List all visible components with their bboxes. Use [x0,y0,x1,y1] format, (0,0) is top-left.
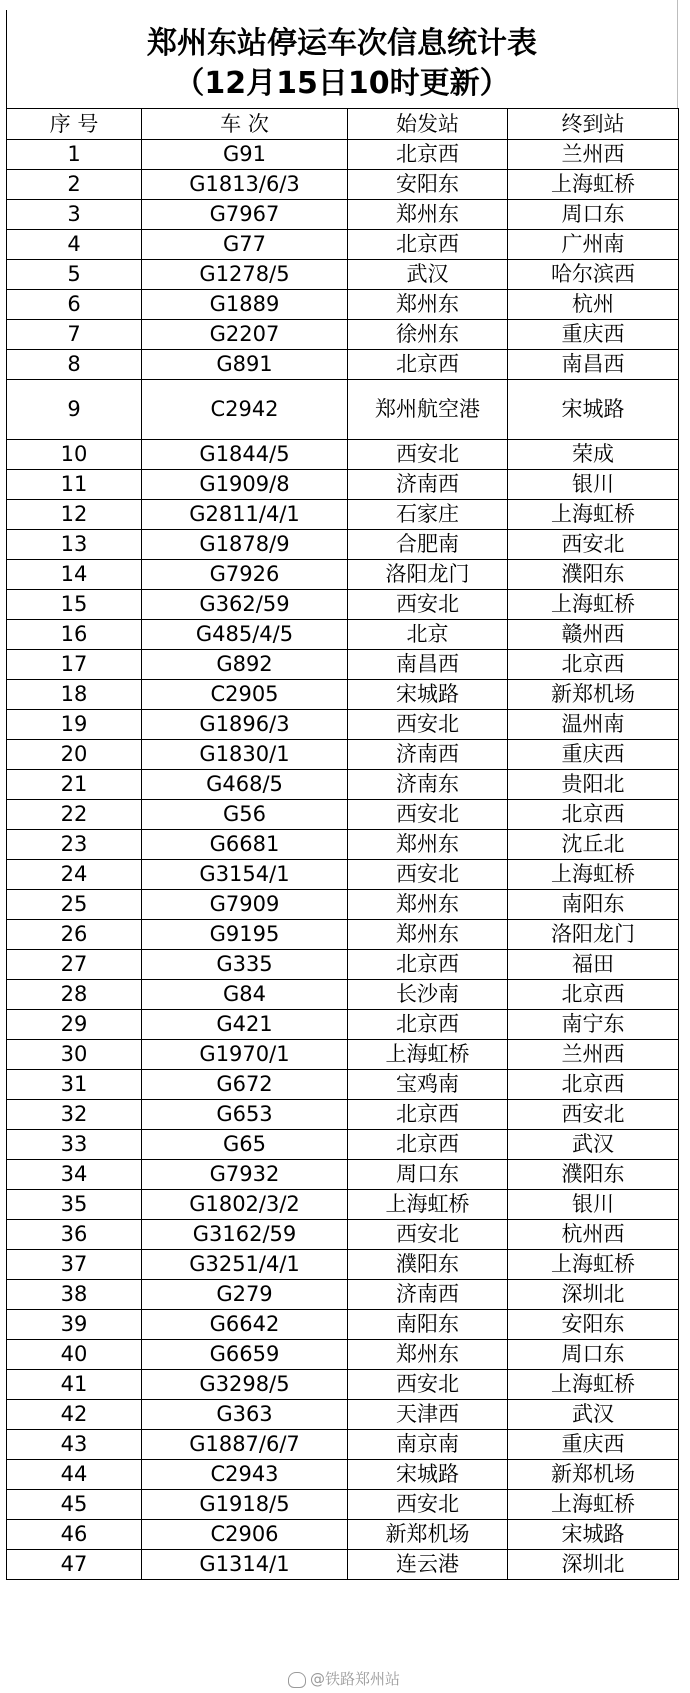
cell-origin-station: 郑州东 [348,920,508,950]
weibo-icon [288,1672,306,1688]
table-row [7,530,679,560]
cell-terminal-station: 贵阳北 [508,770,679,800]
cell-terminal-station: 上海虹桥 [508,590,679,620]
cell-serial-number: 1 [7,140,142,170]
cell-train-number: C2942 [142,380,348,440]
weibo-watermark [288,1668,400,1689]
cell-train-number: G2811/4/1 [142,500,348,530]
cell-train-number: G1878/9 [142,530,348,560]
table-row [7,950,679,980]
cell-train-number: G3154/1 [142,860,348,890]
cell-serial-number: 4 [7,230,142,260]
table-row [7,1280,679,1310]
cell-terminal-station: 荣成 [508,440,679,470]
cell-serial-number: 12 [7,500,142,530]
cell-terminal-station: 周口东 [508,200,679,230]
table-row [7,830,679,860]
cell-terminal-station: 赣州西 [508,620,679,650]
cell-terminal-station: 宋城路 [508,1520,679,1550]
cell-train-number: G1278/5 [142,260,348,290]
cell-origin-station: 西安北 [348,860,508,890]
cell-serial-number: 17 [7,650,142,680]
cell-origin-station: 濮阳东 [348,1250,508,1280]
cell-train-number: G6659 [142,1340,348,1370]
cell-train-number: G468/5 [142,770,348,800]
cell-origin-station: 西安北 [348,1220,508,1250]
table-header-row [7,109,679,140]
cell-origin-station: 郑州东 [348,1340,508,1370]
cell-origin-station: 郑州东 [348,890,508,920]
cell-train-number: G91 [142,140,348,170]
table-body [7,140,679,1580]
cell-train-number: G9195 [142,920,348,950]
cell-origin-station: 西安北 [348,590,508,620]
table-row [7,560,679,590]
cell-origin-station: 长沙南 [348,980,508,1010]
table-row [7,440,679,470]
cell-train-number: G7932 [142,1160,348,1190]
table-row [7,740,679,770]
table-row [7,1010,679,1040]
cell-serial-number: 9 [7,380,142,440]
cell-terminal-station: 濮阳东 [508,560,679,590]
cell-terminal-station: 兰州西 [508,140,679,170]
cell-origin-station: 武汉 [348,260,508,290]
cell-serial-number: 16 [7,620,142,650]
cell-terminal-station: 重庆西 [508,1430,679,1460]
cell-train-number: G672 [142,1070,348,1100]
cell-serial-number: 2 [7,170,142,200]
table-row [7,290,679,320]
cell-origin-station: 北京西 [348,1130,508,1160]
table-row [7,1550,679,1580]
table-row [7,650,679,680]
cell-origin-station: 周口东 [348,1160,508,1190]
cell-train-number: C2906 [142,1520,348,1550]
cell-origin-station: 洛阳龙门 [348,560,508,590]
cell-origin-station: 南京南 [348,1430,508,1460]
table-row [7,710,679,740]
cell-origin-station: 北京西 [348,140,508,170]
table-row [7,350,679,380]
table-row [7,500,679,530]
cell-origin-station: 徐州东 [348,320,508,350]
cell-terminal-station: 濮阳东 [508,1160,679,1190]
cell-origin-station: 北京西 [348,230,508,260]
table-row [7,920,679,950]
cell-terminal-station: 重庆西 [508,740,679,770]
cell-train-number: G1314/1 [142,1550,348,1580]
table-row [7,590,679,620]
table-row [7,1130,679,1160]
cell-serial-number: 18 [7,680,142,710]
cell-serial-number: 19 [7,710,142,740]
cell-terminal-station: 武汉 [508,1130,679,1160]
cell-terminal-station: 温州南 [508,710,679,740]
cell-train-number: G363 [142,1400,348,1430]
cell-origin-station: 北京西 [348,350,508,380]
cell-terminal-station: 沈丘北 [508,830,679,860]
header-serial-number: 序 号 [7,109,142,140]
cell-serial-number: 33 [7,1130,142,1160]
cell-train-number: G1887/6/7 [142,1430,348,1460]
suspended-trains-table [6,108,679,1580]
table-row [7,1160,679,1190]
header-origin-station: 始发站 [348,109,508,140]
cell-train-number: G1918/5 [142,1490,348,1520]
cell-train-number: G3298/5 [142,1370,348,1400]
cell-train-number: G56 [142,800,348,830]
cell-serial-number: 29 [7,1010,142,1040]
cell-terminal-station: 上海虹桥 [508,170,679,200]
cell-origin-station: 天津西 [348,1400,508,1430]
cell-terminal-station: 杭州 [508,290,679,320]
table-row [7,1100,679,1130]
cell-origin-station: 济南西 [348,1280,508,1310]
cell-serial-number: 45 [7,1490,142,1520]
cell-train-number: G2207 [142,320,348,350]
cell-train-number: G3251/4/1 [142,1250,348,1280]
table-title [6,10,678,108]
cell-train-number: G1889 [142,290,348,320]
cell-terminal-station: 新郑机场 [508,680,679,710]
cell-train-number: G421 [142,1010,348,1040]
table-row [7,470,679,500]
cell-terminal-station: 南昌西 [508,350,679,380]
cell-serial-number: 13 [7,530,142,560]
watermark-text: @铁路郑州站 [310,1670,401,1688]
cell-train-number: G65 [142,1130,348,1160]
cell-terminal-station: 上海虹桥 [508,500,679,530]
cell-serial-number: 40 [7,1340,142,1370]
cell-terminal-station: 上海虹桥 [508,1490,679,1520]
cell-train-number: G1802/3/2 [142,1190,348,1220]
cell-origin-station: 宋城路 [348,1460,508,1490]
cell-serial-number: 24 [7,860,142,890]
cell-terminal-station: 安阳东 [508,1310,679,1340]
cell-origin-station: 北京西 [348,1100,508,1130]
cell-serial-number: 36 [7,1220,142,1250]
table-row [7,1490,679,1520]
cell-train-number: G1970/1 [142,1040,348,1070]
table-row [7,1430,679,1460]
cell-terminal-station: 深圳北 [508,1550,679,1580]
cell-serial-number: 44 [7,1460,142,1490]
cell-origin-station: 连云港 [348,1550,508,1580]
table-row [7,200,679,230]
cell-serial-number: 23 [7,830,142,860]
table-row [7,1460,679,1490]
cell-serial-number: 31 [7,1070,142,1100]
cell-train-number: G279 [142,1280,348,1310]
cell-train-number: G1844/5 [142,440,348,470]
table-row [7,890,679,920]
cell-train-number: G6681 [142,830,348,860]
header-train-number: 车 次 [142,109,348,140]
title-update-time: （12月15日10时更新） [174,66,510,101]
table-row [7,680,679,710]
cell-train-number: G7909 [142,890,348,920]
cell-serial-number: 38 [7,1280,142,1310]
cell-serial-number: 7 [7,320,142,350]
cell-terminal-station: 北京西 [508,650,679,680]
cell-train-number: G653 [142,1100,348,1130]
cell-train-number: G84 [142,980,348,1010]
cell-serial-number: 20 [7,740,142,770]
table-row [7,380,679,440]
cell-train-number: G7967 [142,200,348,230]
cell-serial-number: 5 [7,260,142,290]
cell-train-number: G6642 [142,1310,348,1340]
cell-serial-number: 15 [7,590,142,620]
cell-serial-number: 32 [7,1100,142,1130]
table-row [7,860,679,890]
table-row [7,1340,679,1370]
cell-train-number: G3162/59 [142,1220,348,1250]
cell-origin-station: 石家庄 [348,500,508,530]
cell-serial-number: 6 [7,290,142,320]
cell-origin-station: 郑州东 [348,830,508,860]
table-row [7,1220,679,1250]
table-row [7,230,679,260]
cell-serial-number: 27 [7,950,142,980]
cell-origin-station: 西安北 [348,800,508,830]
table-row [7,1520,679,1550]
cell-train-number: G335 [142,950,348,980]
cell-train-number: C2943 [142,1460,348,1490]
cell-serial-number: 26 [7,920,142,950]
cell-train-number: G891 [142,350,348,380]
cell-serial-number: 10 [7,440,142,470]
cell-train-number: G362/59 [142,590,348,620]
cell-terminal-station: 北京西 [508,800,679,830]
table-row [7,770,679,800]
header-terminal-station: 终到站 [508,109,679,140]
cell-train-number: C2905 [142,680,348,710]
cell-terminal-station: 武汉 [508,1400,679,1430]
table-row [7,170,679,200]
cell-terminal-station: 周口东 [508,1340,679,1370]
table-row [7,260,679,290]
cell-terminal-station: 重庆西 [508,320,679,350]
cell-serial-number: 3 [7,200,142,230]
cell-origin-station: 西安北 [348,440,508,470]
cell-origin-station: 南阳东 [348,1310,508,1340]
cell-origin-station: 郑州东 [348,290,508,320]
title-main: 郑州东站停运车次信息统计表 [147,26,537,61]
table-row [7,800,679,830]
cell-terminal-station: 西安北 [508,530,679,560]
cell-origin-station: 济南西 [348,740,508,770]
table-row [7,620,679,650]
table-row [7,1400,679,1430]
cell-origin-station: 宋城路 [348,680,508,710]
cell-serial-number: 42 [7,1400,142,1430]
cell-serial-number: 28 [7,980,142,1010]
cell-serial-number: 37 [7,1250,142,1280]
cell-terminal-station: 北京西 [508,1070,679,1100]
cell-serial-number: 30 [7,1040,142,1070]
cell-train-number: G485/4/5 [142,620,348,650]
cell-origin-station: 南昌西 [348,650,508,680]
cell-serial-number: 39 [7,1310,142,1340]
table-row [7,1370,679,1400]
cell-terminal-station: 洛阳龙门 [508,920,679,950]
table-row [7,1250,679,1280]
cell-serial-number: 41 [7,1370,142,1400]
cell-terminal-station: 哈尔滨西 [508,260,679,290]
cell-terminal-station: 杭州西 [508,1220,679,1250]
cell-origin-station: 济南西 [348,470,508,500]
cell-origin-station: 北京 [348,620,508,650]
cell-terminal-station: 兰州西 [508,1040,679,1070]
cell-terminal-station: 上海虹桥 [508,1250,679,1280]
table-row [7,1070,679,1100]
cell-train-number: G7926 [142,560,348,590]
cell-terminal-station: 银川 [508,470,679,500]
cell-serial-number: 8 [7,350,142,380]
cell-origin-station: 济南东 [348,770,508,800]
table-row [7,1310,679,1340]
cell-origin-station: 西安北 [348,1490,508,1520]
cell-terminal-station: 新郑机场 [508,1460,679,1490]
cell-serial-number: 11 [7,470,142,500]
cell-origin-station: 宝鸡南 [348,1070,508,1100]
cell-serial-number: 47 [7,1550,142,1580]
cell-origin-station: 上海虹桥 [348,1190,508,1220]
cell-terminal-station: 上海虹桥 [508,1370,679,1400]
table-row [7,980,679,1010]
cell-terminal-station: 上海虹桥 [508,860,679,890]
cell-serial-number: 46 [7,1520,142,1550]
cell-terminal-station: 南宁东 [508,1010,679,1040]
cell-serial-number: 35 [7,1190,142,1220]
cell-terminal-station: 广州南 [508,230,679,260]
cell-serial-number: 14 [7,560,142,590]
cell-train-number: G892 [142,650,348,680]
cell-terminal-station: 福田 [508,950,679,980]
cell-train-number: G1813/6/3 [142,170,348,200]
cell-origin-station: 上海虹桥 [348,1040,508,1070]
cell-origin-station: 郑州航空港 [348,380,508,440]
cell-origin-station: 安阳东 [348,170,508,200]
cell-serial-number: 43 [7,1430,142,1460]
cell-train-number: G1909/8 [142,470,348,500]
cell-terminal-station: 银川 [508,1190,679,1220]
cell-origin-station: 新郑机场 [348,1520,508,1550]
cell-serial-number: 34 [7,1160,142,1190]
cell-serial-number: 25 [7,890,142,920]
cell-terminal-station: 南阳东 [508,890,679,920]
cell-origin-station: 西安北 [348,710,508,740]
cell-train-number: G1896/3 [142,710,348,740]
table-row [7,140,679,170]
cell-origin-station: 合肥南 [348,530,508,560]
table-row [7,320,679,350]
cell-terminal-station: 西安北 [508,1100,679,1130]
cell-terminal-station: 深圳北 [508,1280,679,1310]
cell-origin-station: 北京西 [348,950,508,980]
cell-origin-station: 西安北 [348,1370,508,1400]
cell-serial-number: 22 [7,800,142,830]
cell-origin-station: 北京西 [348,1010,508,1040]
cell-train-number: G1830/1 [142,740,348,770]
cell-serial-number: 21 [7,770,142,800]
cell-train-number: G77 [142,230,348,260]
cell-terminal-station: 宋城路 [508,380,679,440]
cell-terminal-station: 北京西 [508,980,679,1010]
cell-origin-station: 郑州东 [348,200,508,230]
table-row [7,1040,679,1070]
table-row [7,1190,679,1220]
